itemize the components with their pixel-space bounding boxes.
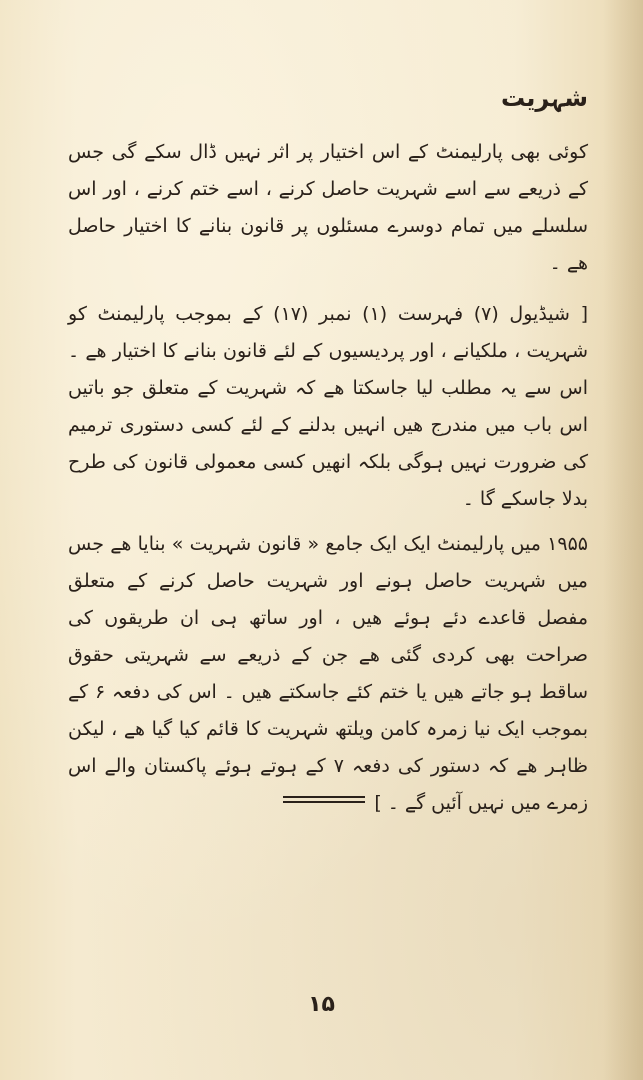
page-edge-shadow: [603, 0, 643, 1080]
page-number: ۱۵: [308, 992, 335, 1017]
paragraph-citizenship-act: ۱۹۵۵ میں پارلیمنٹ ایک ایک جامع « قانون شہریت » بنایا ھے جس میں شہریت حاصل ہونے اور شہریت حاصل کرنے کے متعلق مفصل قاعدے دئے ہوئے ھیں ، اور ساتھ ہی ان طریقوں کی صراحت بھی کردی گئی ھے جن کے ذریعے سے شہریتی حقوق ساقط ہو جاتے ھیں یا ختم کئے جاسکتے ھیں ۔ اس کی دفعہ ۶ کے بموجب ایک نیا زمرہ کامن ویلتھ شہریت کا قائم کیا گیا ھے ، لیکن ظاہر ھے کہ دستور کی دفعہ ۷ کے ہوتے ہوئے پاکستان والے اس زمرے میں نہیں آئیں گے ۔ ]: [68, 533, 589, 814]
divider-rule-bottom: [283, 801, 365, 803]
paragraph-article: کوئی بھی پارلیمنٹ کے اس اختیار پر اثر نہیں ڈال سکے گی جس کے ذریعے سے اسے شہریت حاصل کرنے ، اسے ختم کرنے ، اور اس سلسلے میں تمام دوسرے مسئلوں پر قانون بنانے کا اختیار حاصل ھے ۔: [68, 141, 588, 274]
page-text-block: [68, 80, 588, 830]
page-heading: شہریت: [500, 84, 588, 112]
paragraph-schedule-note: [ شیڈیول (۷) فہرست (۱) نمبر (۱۷) کے بموجب پارلیمنٹ کو شہریت ، ملکیانے ، اور پردیسیوں کے لئے قانون بنانے کا اختیار ھے ۔ اس سے یہ مطلب لیا جاسکتا ھے کہ شہریت کے متعلق جو باتیں اس باب میں مندرج ھیں انہیں بدلنے کے لئے کسی دستوری ترمیم کی ضرورت نہیں ہوگی بلکہ انھیں کسی معمولی قانون کی طرح بدلا جاسکے گا ۔: [68, 303, 588, 510]
divider-rule-top: [283, 796, 365, 798]
